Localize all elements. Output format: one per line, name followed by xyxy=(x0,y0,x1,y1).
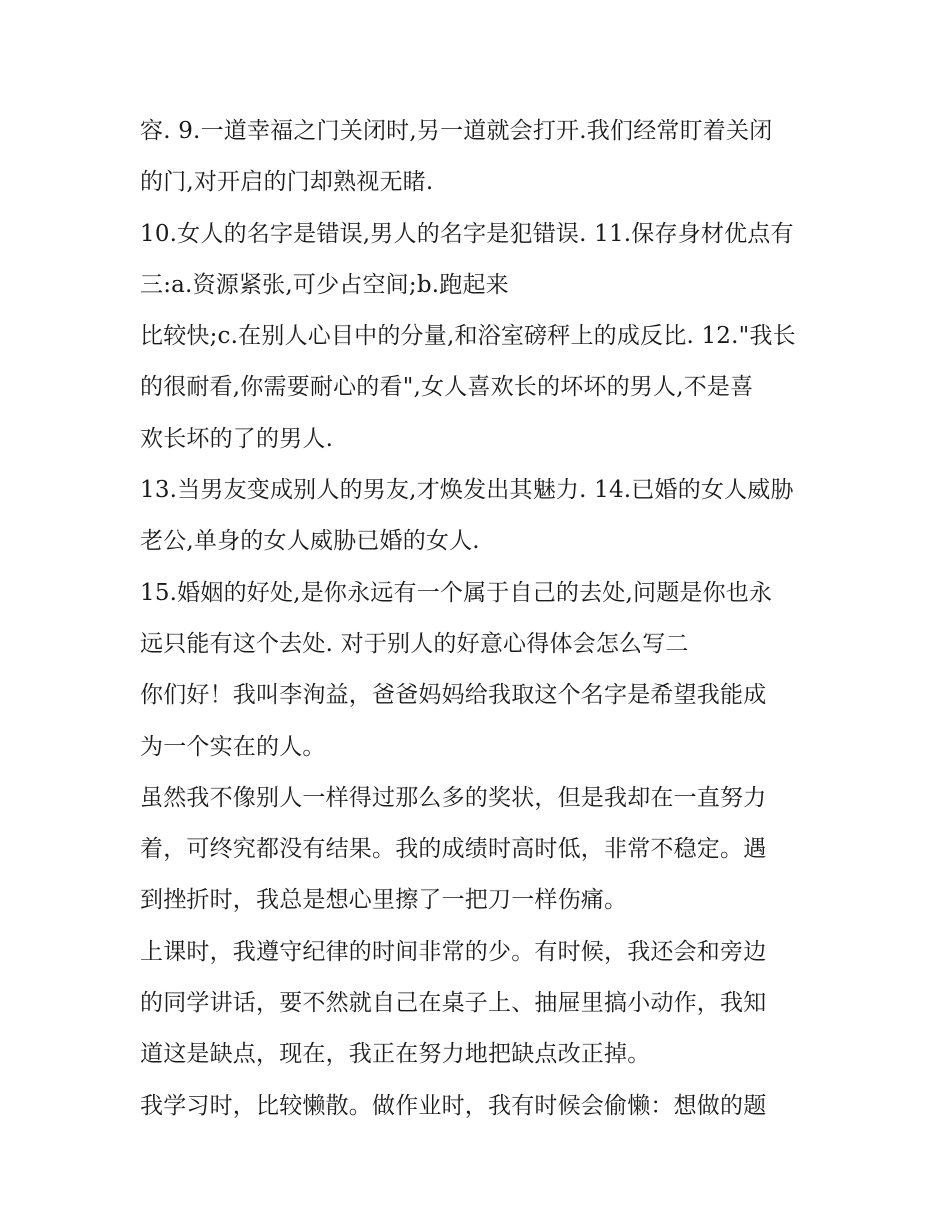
text-line-13: 为一个实在的人。 xyxy=(140,733,326,760)
text-line-8: 13.当男友变成别人的男友,才焕发出其魅力. 14.已婚的女人威胁 xyxy=(140,477,794,504)
text-line-20: 我学习时，比较懒散。做作业时，我有时候会偷懒：想做的题 xyxy=(140,1092,767,1119)
body-text xyxy=(140,106,830,1132)
text-line-14: 虽然我不像别人一样得过那么多的奖状，但是我却在一直努力 xyxy=(140,784,767,811)
text-line-19: 道这是缺点，现在，我正在努力地把缺点改正掉。 xyxy=(140,1041,651,1068)
text-line-11: 远只能有这个去处. 对于别人的好意心得体会怎么写二 xyxy=(140,630,689,657)
text-line-12: 你们好！我叫李洵益，爸爸妈妈给我取这个名字是希望我能成 xyxy=(140,682,767,709)
text-line-18: 的同学讲话，要不然就自己在桌子上、抽屉里搞小动作，我知 xyxy=(140,990,767,1017)
text-line-15: 着，可终究都没有结果。我的成绩时高时低，非常不稳定。遇 xyxy=(140,836,767,863)
text-line-10: 15.婚姻的好处,是你永远有一个属于自己的去处,问题是你也永 xyxy=(140,579,773,606)
text-line-2: 的门,对开启的门却熟视无睹. xyxy=(140,169,434,196)
text-line-7: 欢长坏的了的男人. xyxy=(140,425,334,452)
text-line-9: 老公,单身的女人威胁已婚的女人. xyxy=(140,528,480,555)
text-line-4: 三:a.资源紧张,可少占空间;b.跑起来 xyxy=(140,271,509,298)
text-line-16: 到挫折时，我总是想心里擦了一把刀一样伤痛。 xyxy=(140,887,628,914)
text-line-3: 10.女人的名字是错误,男人的名字是犯错误. 11.保存身材优点有 xyxy=(140,220,794,247)
text-line-1: 容. 9.一道幸福之门关闭时,另一道就会打开.我们经常盯着关闭 xyxy=(140,118,773,144)
text-line-6: 的很耐看,你需要耐心的看",女人喜欢长的坏坏的男人,不是喜 xyxy=(140,374,754,401)
text-line-17: 上课时，我遵守纪律的时间非常的少。有时候，我还会和旁边 xyxy=(140,938,767,965)
text-line-5: 比较快;c.在别人心目中的分量,和浴室磅秤上的成反比. 12."我长 xyxy=(140,323,796,350)
